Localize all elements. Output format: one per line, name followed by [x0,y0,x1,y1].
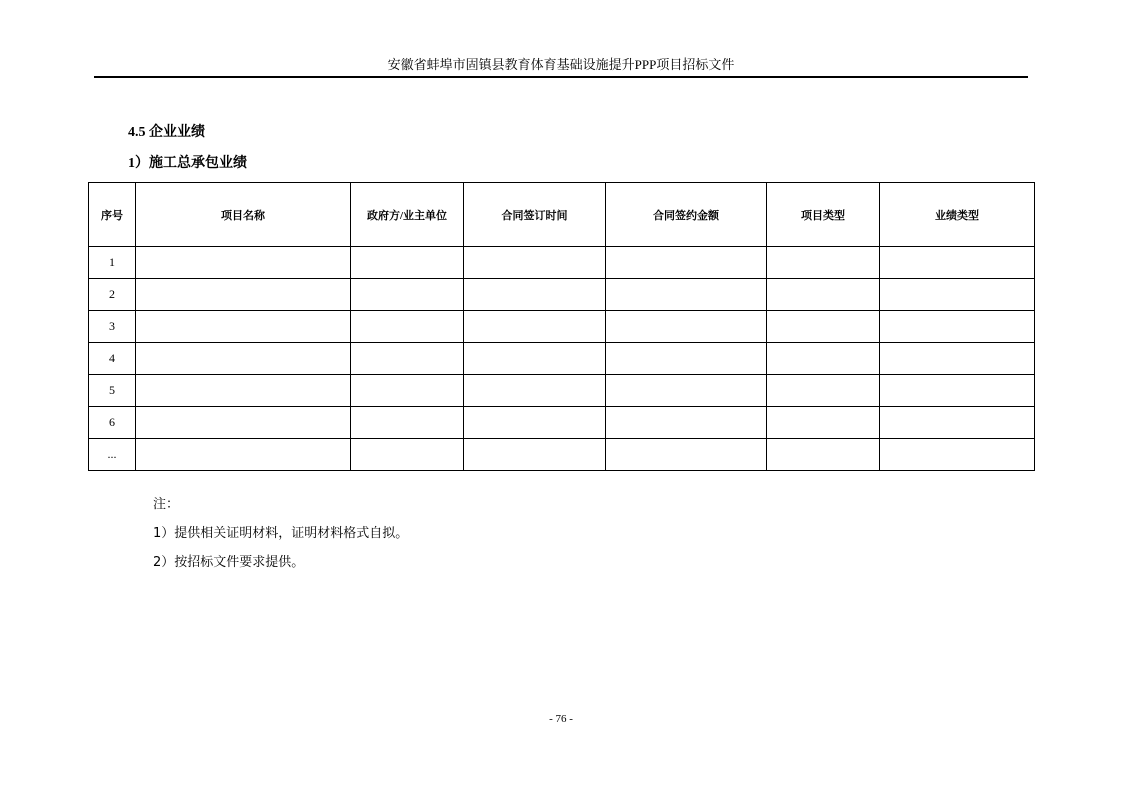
table-cell: 2 [89,279,136,311]
table-cell [880,343,1035,375]
table-cell [880,407,1035,439]
notes [153,490,408,577]
column-header: 项目名称 [136,183,351,247]
table-cell [136,279,351,311]
table-cell: 3 [89,311,136,343]
table-cell [351,375,464,407]
column-header: 项目类型 [767,183,880,247]
table-cell [351,439,464,471]
table-cell [136,439,351,471]
table-cell: 5 [89,375,136,407]
table-cell [767,343,880,375]
note-item: 2）按招标文件要求提供。 [153,555,305,570]
column-header: 合同签订时间 [464,183,606,247]
table-cell: 4 [89,343,136,375]
table-cell [767,279,880,311]
table-cell: 6 [89,407,136,439]
column-header: 业绩类型 [880,183,1035,247]
table-cell [606,311,767,343]
table-row [89,375,1035,407]
table-cell [464,247,606,279]
table-cell [464,279,606,311]
performance-table [88,182,1035,471]
section-heading: 4.5 企业业绩 [128,125,205,140]
table-cell [880,311,1035,343]
table-cell [606,439,767,471]
sub-heading: 1）施工总承包业绩 [128,156,247,171]
column-header: 合同签约金额 [606,183,767,247]
table-header-row [89,183,1035,247]
table-cell [606,279,767,311]
note-item: 1）提供相关证明材料，证明材料格式自拟。 [153,526,409,541]
table-cell [606,343,767,375]
table-row [89,343,1035,375]
table-cell [606,407,767,439]
table-cell [351,343,464,375]
table-cell [136,375,351,407]
table-row [89,247,1035,279]
page-number: - 76 - [549,713,573,725]
table-cell [606,247,767,279]
table-cell [464,439,606,471]
table-row [89,279,1035,311]
table-cell [880,375,1035,407]
table-cell [880,279,1035,311]
column-header: 政府方/业主单位 [351,183,464,247]
document-header-title: 安徽省蚌埠市固镇县教育体育基础设施提升PPP项目招标文件 [387,57,735,72]
notes-label: 注： [153,497,180,512]
table-cell [767,439,880,471]
table-cell: ... [89,439,136,471]
table-row [89,439,1035,471]
table-row [89,407,1035,439]
table-cell: 1 [89,247,136,279]
table-cell [606,375,767,407]
table-row [89,311,1035,343]
table-cell [136,343,351,375]
table-cell [351,407,464,439]
table-cell [464,407,606,439]
table-cell [136,311,351,343]
table-cell [136,407,351,439]
table-cell [767,407,880,439]
table-cell [351,247,464,279]
table-cell [880,439,1035,471]
table-cell [767,247,880,279]
header-rule [94,76,1028,78]
table-cell [136,247,351,279]
table-cell [464,343,606,375]
table-cell [351,279,464,311]
table-cell [767,311,880,343]
table-cell [464,375,606,407]
table-cell [767,375,880,407]
table-cell [351,311,464,343]
table-cell [464,311,606,343]
table-cell [880,247,1035,279]
column-header: 序号 [89,183,136,247]
